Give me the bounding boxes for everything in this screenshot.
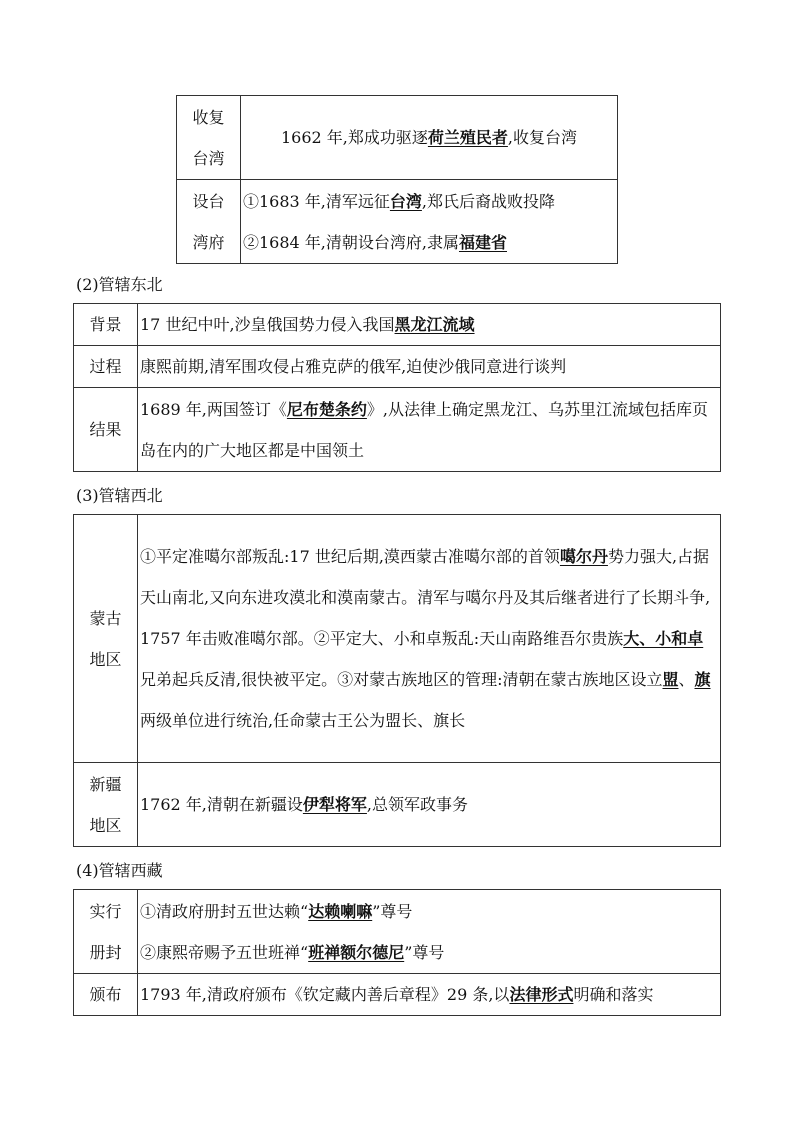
text-segment: ,总领军政事务	[366, 795, 469, 814]
keyword: 福建省	[458, 232, 507, 252]
text-segment: ②康熙帝赐予五世班禅“	[140, 942, 309, 962]
text-segment: 势力强大,占据天山南北,又向东进攻漠北和漠南蒙古。清军与噶尔丹及其后继者进行了长期斗争, 1757 年击败准噶尔部。②平定大、小和卓叛乱:天山南路维吾尔贵族	[140, 547, 711, 648]
row-content	[241, 180, 618, 264]
text-segment: 17 世纪中叶,沙皇俄国势力侵入我国	[140, 315, 395, 334]
row-content	[241, 96, 618, 180]
section-heading-tibet: (4)管辖西藏	[76, 861, 163, 880]
table-row	[74, 763, 721, 847]
table-row	[74, 515, 721, 763]
text-segment: 两级单位进行统治,任命蒙古王公为盟长、旗长	[140, 711, 466, 730]
text-segment: 1762 年,清朝在新疆设	[140, 795, 303, 814]
row-content	[138, 515, 721, 763]
keyword: 荷兰殖民者	[427, 128, 508, 147]
row-content	[138, 890, 721, 974]
table-row	[74, 346, 721, 388]
row-label-background: 背景	[74, 304, 138, 346]
row-label-recover-taiwan: 收复台湾	[177, 96, 241, 180]
text-segment: ①1683 年,清军远征	[243, 191, 390, 211]
text-segment: ②1684 年,清朝设台湾府,隶属	[243, 232, 459, 252]
text-segment: 1793 年,清政府颁布《钦定藏内善后章程》29 条,以	[140, 985, 510, 1004]
northwest-table	[73, 514, 721, 847]
row-content	[138, 304, 721, 346]
table-row	[74, 890, 721, 974]
keyword: 台湾	[389, 191, 422, 211]
row-label-mongolia: 蒙古地区	[74, 515, 138, 763]
row-label-result: 结果	[74, 388, 138, 472]
table-row	[177, 180, 618, 264]
row-content	[138, 763, 721, 847]
keyword: 达赖喇嘛	[308, 901, 373, 921]
keyword: 班禅额尔德尼	[308, 942, 405, 962]
row-content	[138, 974, 721, 1016]
text-segment: ①平定准噶尔部叛乱:17 世纪后期,漠西蒙古准噶尔部的首领	[140, 547, 560, 566]
text-segment: 兄弟起兵反清,很快被平定。③对蒙古族地区的管理:清朝在蒙古族地区设立	[140, 670, 663, 689]
keyword: 噶尔丹	[559, 547, 608, 566]
text-segment: 1689 年,两国签订《	[140, 399, 287, 419]
table-row	[74, 974, 721, 1016]
table-row	[177, 96, 618, 180]
content-line	[140, 932, 718, 973]
keyword: 黑龙江流域	[394, 315, 475, 334]
text-segment: ①清政府册封五世达赖“	[140, 901, 309, 921]
row-label-promulgate: 颁布	[74, 974, 138, 1016]
keyword: 盟	[662, 670, 679, 689]
row-content	[138, 388, 721, 472]
text-segment: ”尊号	[404, 942, 445, 962]
row-content: 康熙前期,清军围攻侵占雅克萨的俄军,迫使沙俄同意进行谈判	[138, 346, 721, 388]
table-row	[74, 304, 721, 346]
keyword: 伊犁将军	[302, 795, 367, 814]
row-label-xinjiang: 新疆地区	[74, 763, 138, 847]
row-label-taiwan-prefecture: 设台湾府	[177, 180, 241, 264]
content-line	[243, 181, 615, 222]
northeast-table	[73, 303, 721, 472]
keyword: 尼布楚条约	[286, 399, 367, 419]
keyword: 旗	[694, 670, 711, 689]
taiwan-table	[176, 95, 618, 264]
text-segment: ,收复台湾	[507, 128, 577, 147]
content-line	[243, 222, 615, 263]
text-segment: 》,从法律上确定黑龙江、乌苏里江流域包括库页岛在内的广大地区都是中国领土	[140, 399, 709, 460]
table-row	[74, 388, 721, 472]
keyword: 大、小和卓	[623, 629, 704, 648]
section-heading-northwest: (3)管辖西北	[76, 486, 163, 505]
text-segment: 明确和落实	[573, 985, 654, 1004]
text-segment: ”尊号	[372, 901, 413, 921]
row-label-investiture: 实行册封	[74, 890, 138, 974]
tibet-table	[73, 889, 721, 1016]
text-segment: ,郑氏后裔战败投降	[421, 191, 556, 211]
row-label-process: 过程	[74, 346, 138, 388]
section-heading-northeast: (2)管辖东北	[76, 275, 163, 294]
content-line	[140, 891, 718, 932]
keyword: 法律形式	[509, 985, 574, 1004]
text-segment: 、	[678, 670, 695, 689]
text-segment: 1662 年,郑成功驱逐	[280, 128, 428, 147]
